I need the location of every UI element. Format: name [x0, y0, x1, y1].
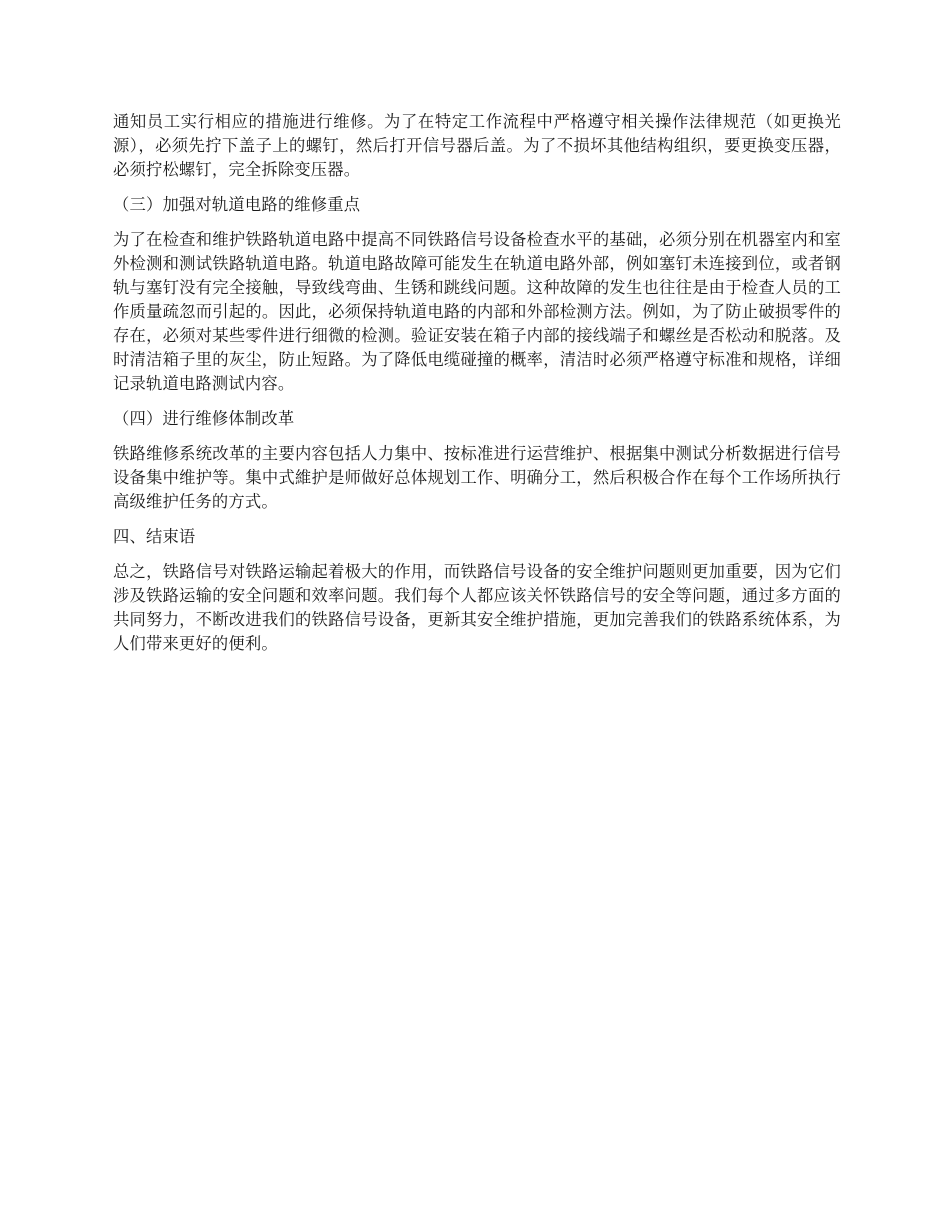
paragraph-track-circuit: 为了在检查和维护铁路轨道电路中提高不同铁路信号设备检查水平的基础，必须分别在机器室内和室外检测和测试铁路轨道电路。轨道电路故障可能发生在轨道电路外部，例如塞钉未连接到位，或者钢轨与塞钉没有完全接触，导致线弯曲、生锈和跳线问题。这种故障的发生也往往是由于检查人员的工作质量疏忽而引起的。因此，必须保持轨道电路的内部和外部检测方法。例如，为了防止破损零件的存在，必须对某些零件进行细微的检测。验证安装在箱子内部的接线端子和螺丝是否松动和脱落。及时清洁箱子里的灰尘，防止短路。为了降低电缆碰撞的概率，清洁时必须严格遵守标准和规格，详细记录轨道电路测试内容。 — [113, 230, 841, 393]
section-heading-track-circuit: （三）加强对轨道电路的维修重点 — [113, 195, 361, 214]
paragraph-maintenance-procedure: 通知员工实行相应的措施进行维修。为了在特定工作流程中严格遵守相关操作法律规范（如更换光源），必须先拧下盖子上的螺钉，然后打开信号器后盖。为了不损坏其他结构组织，要更换变压器，必须拧松螺钉，完全拆除变压器。 — [113, 112, 841, 179]
section-heading-reform: （四）进行维修体制改革 — [113, 409, 295, 428]
paragraph-conclusion: 总之，铁路信号对铁路运输起着极大的作用，而铁路信号设备的安全维护问题则更加重要，因为它们涉及铁路运输的安全问题和效率问题。我们每个人都应该关怀铁路信号的安全等问题，通过多方面的共同努力，不断改进我们的铁路信号设备，更新其安全维护措施，更加完善我们的铁路系统体系，为人们带来更好的便利。 — [113, 562, 841, 653]
document-page — [113, 110, 841, 667]
paragraph-reform: 铁路维修系统改革的主要内容包括人力集中、按标准进行运营维护、根据集中测试分析数据进行信号设备集中维护等。集中式維护是师做好总体规划工作、明确分工，然后积极合作在每个工作场所执行高级维护任务的方式。 — [113, 444, 841, 511]
section-heading-conclusion: 四、结束语 — [113, 527, 196, 546]
